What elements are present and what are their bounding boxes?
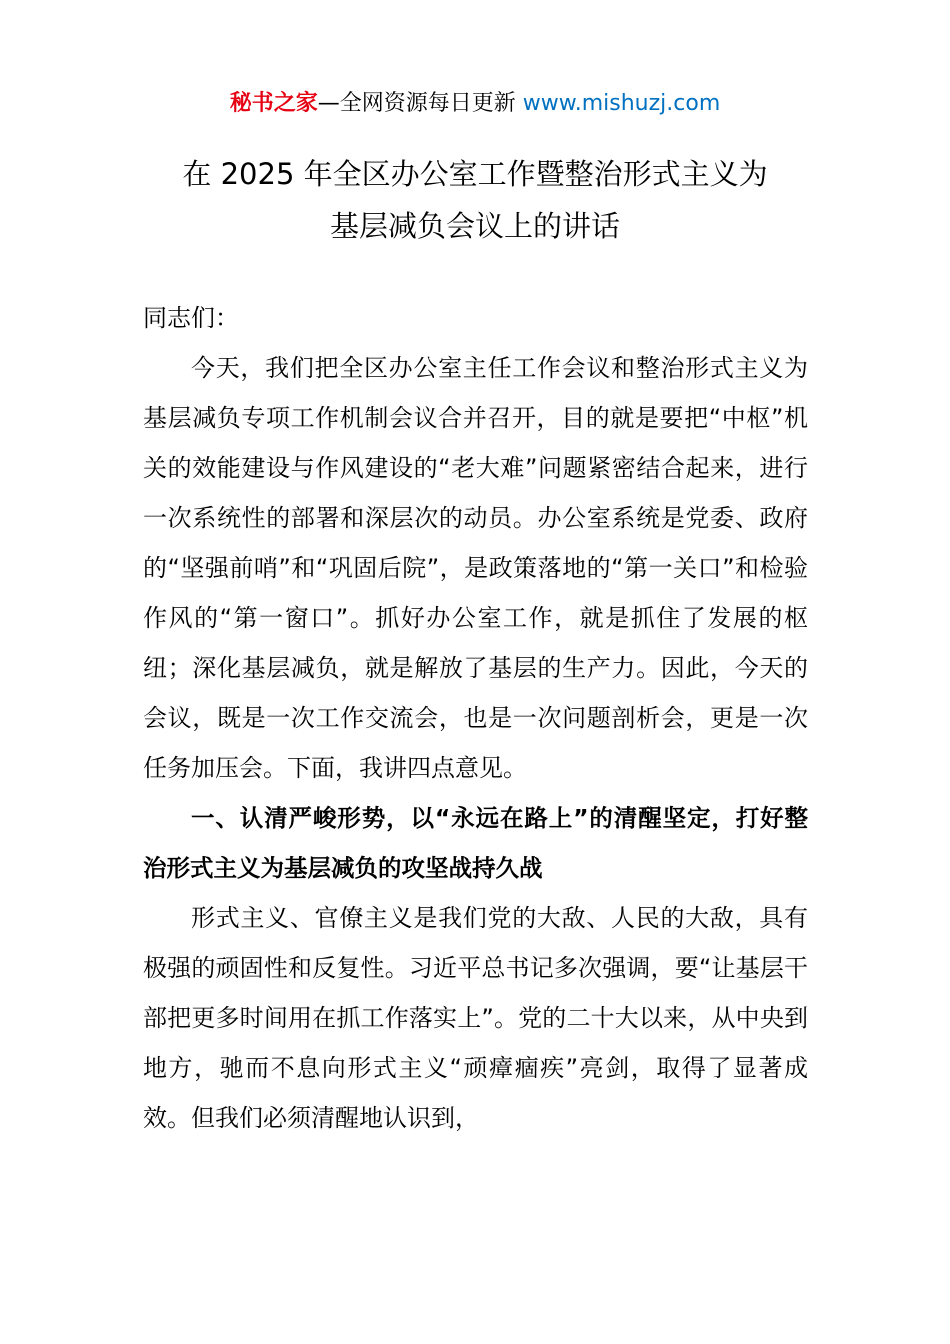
document-title-line-1: 在 2025 年全区办公室工作暨整治形式主义为 [182, 157, 768, 191]
site-tagline: —全网资源每日更新 [317, 91, 523, 116]
site-header [0, 88, 950, 120]
document-title-line-2: 基层减负会议上的讲话 [329, 209, 620, 243]
site-url-link[interactable]: www.mishuzj.com [522, 91, 721, 116]
document-body [143, 293, 808, 1143]
paragraph-intro: 今天，我们把全区办公室主任工作会议和整治形式主义为基层减负专项工作机制会议合并召开，目的就是要把“中枢”机关的效能建设与作风建设的“老大难”问题紧密结合起来，进行一次系统性的部署和深层次的动员。办公室系统是党委、政府的“坚强前哨”和“巩固后院”，是政策落地的“第一关口”和检验作风的“第一窗口”。抓好办公室工作，就是抓住了发展的枢纽；深化基层减负，就是解放了基层的生产力。因此，今天的会议，既是一次工作交流会，也是一次问题剖析会，更是一次任务加压会。下面，我讲四点意见。 [143, 354, 808, 782]
site-name: 秘书之家 [229, 91, 318, 116]
document-title [100, 148, 850, 252]
salutation: 同志们： [143, 304, 239, 332]
paragraph-section-1: 形式主义、官僚主义是我们党的大敌、人民的大敌，具有极强的顽固性和反复性。习近平总书记多次强调，要“让基层干部把更多时间用在抓工作落实上”。党的二十大以来，从中央到地方，驰而不息向形式主义“顽瘴痼疾”亮剑，取得了显著成效。但我们必须清醒地认识到， [143, 904, 808, 1132]
section-heading-1: 一、认清严峻形势，以“永远在路上”的清醒坚定，打好整治形式主义为基层减负的攻坚战持久战 [143, 804, 808, 882]
